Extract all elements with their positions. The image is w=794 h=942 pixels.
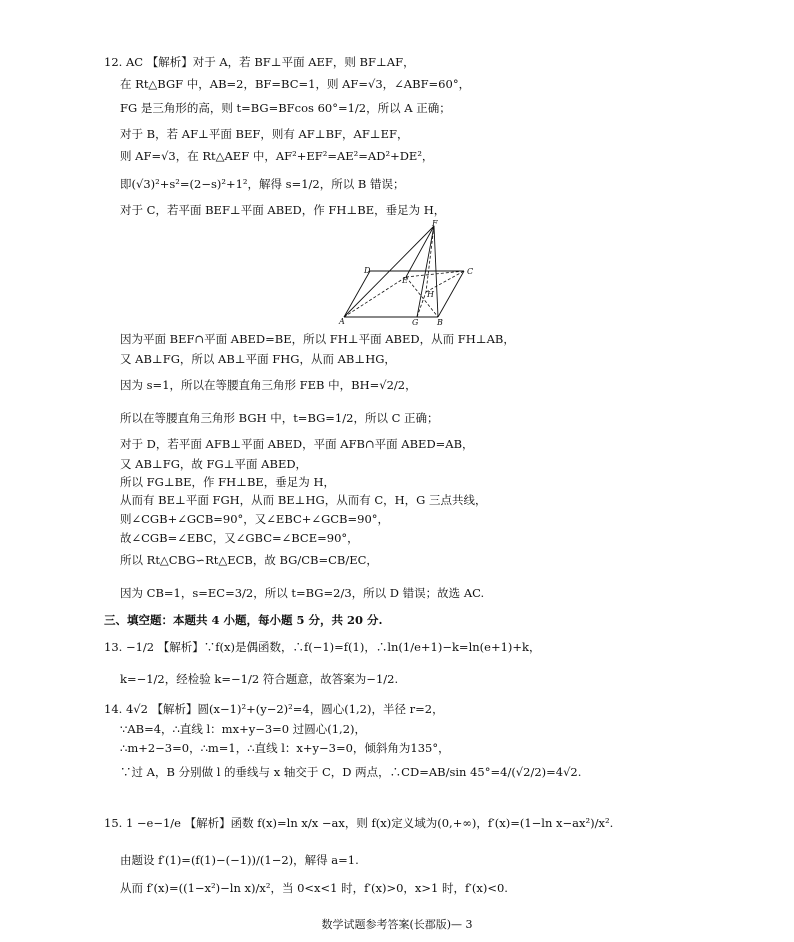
text-line: 因为平面 BEF∩平面 ABED=BE，所以 FH⊥平面 ABED，从而 FH⊥AB， xyxy=(120,332,515,346)
label-D: D xyxy=(364,266,371,275)
text-line: 又 AB⊥FG，所以 AB⊥平面 FHG，从而 AB⊥HG， xyxy=(120,352,396,366)
page-footer: 数学试题参考答案(长郡版)— 3 xyxy=(321,918,473,931)
text-line: ∴m+2−3=0，∴m=1，∴直线 l：x+y−3=0，倾斜角为135°， xyxy=(120,741,450,755)
text-line: ∵过 A，B 分别做 l 的垂线与 x 轴交于 C，D 两点，∴CD=AB/sin 45°=4/(√2/2)=4√2. xyxy=(120,765,582,779)
label-F: F xyxy=(432,219,438,228)
text-line: FG 是三角形的高，则 t=BG=BFcos 60°=1/2，所以 A 正确； xyxy=(120,101,451,115)
text-line: ∵AB=4，∴直线 l：mx+y−3=0 过圆心(1,2)， xyxy=(120,722,367,736)
text-line: 12. AC 【解析】对于 A，若 BF⊥平面 AEF，则 BF⊥AF， xyxy=(104,55,415,69)
text-line: 所以在等腰直角三角形 BGH 中，t=BG=1/2，所以 C 正确； xyxy=(120,411,439,425)
text-line: 则 AF=√3，在 Rt△AEF 中，AF²+EF²=AE²=AD²+DE²， xyxy=(120,149,434,163)
text-line: 又 AB⊥FG，故 FG⊥平面 ABED， xyxy=(120,457,308,471)
text-line: 对于 B，若 AF⊥平面 BEF，则有 AF⊥BF，AF⊥EF， xyxy=(120,127,409,141)
text-line: 所以 FG⊥BE，作 FH⊥BE，垂足为 H， xyxy=(120,475,335,489)
label-G: G xyxy=(412,318,419,327)
text-line: 从而有 BE⊥平面 FGH，从而 BE⊥HG，从而有 C，H，G 三点共线， xyxy=(120,493,487,507)
text-line: k=−1/2，经检验 k=−1/2 符合题意，故答案为−1/2. xyxy=(120,672,399,686)
geometry-figure xyxy=(336,219,476,327)
text-line: 因为 s=1，所以在等腰直角三角形 FEB 中，BH=√2/2， xyxy=(120,378,417,392)
text-line: 因为 CB=1，s=EC=3/2，所以 t=BG=2/3，所以 D 错误；故选 AC. xyxy=(120,586,485,600)
text-line: 故∠CGB=∠EBC，又∠GBC=∠BCE=90°， xyxy=(120,531,359,545)
text-line: 在 Rt△BGF 中，AB=2，BF=BC=1，则 AF=√3，∠ABF=60°， xyxy=(120,77,471,91)
label-E: E xyxy=(402,276,408,285)
text-line: 13. −1/2 【解析】∵f(x)是偶函数，∴f(−1)=f(1)，∴ln(1/e+1)−k=ln(e+1)+k， xyxy=(104,640,541,654)
text-line: 由题设 f′(1)=(f(1)−(−1))/(1−2)，解得 a=1. xyxy=(120,853,359,867)
text-line: 三、填空题：本题共 4 小题，每小题 5 分，共 20 分. xyxy=(104,613,383,627)
text-line: 即(√3)²+s²=(2−s)²+1²，解得 s=1/2，所以 B 错误； xyxy=(120,177,405,191)
text-line: 所以 Rt△CBG∽Rt△ECB，故 BG/CB=CB/EC， xyxy=(120,553,378,567)
label-C: C xyxy=(467,267,474,276)
text-line: 则∠CGB+∠GCB=90°，又∠EBC+∠GCB=90°， xyxy=(120,512,390,526)
label-A: A xyxy=(339,317,345,326)
text-line: 对于 C，若平面 BEF⊥平面 ABED，作 FH⊥BE，垂足为 H， xyxy=(120,203,446,217)
text-line: 15. 1 −e−1/e 【解析】函数 f(x)=ln x/x −ax，则 f(x)定义域为(0,+∞)，f′(x)=(1−ln x−ax²)/x². xyxy=(104,816,614,830)
label-B: B xyxy=(437,318,443,327)
text-line: 14. 4√2 【解析】圆(x−1)²+(y−2)²=4，圆心(1,2)，半径 r=2， xyxy=(104,702,444,716)
label-H: H xyxy=(427,290,434,299)
text-line: 对于 D，若平面 AFB⊥平面 ABED，平面 AFB∩平面 ABED=AB， xyxy=(120,437,474,451)
text-line: 从而 f′(x)=((1−x²)−ln x)/x²，当 0<x<1 时，f′(x)>0，x>1 时，f′(x)<0. xyxy=(120,881,508,895)
